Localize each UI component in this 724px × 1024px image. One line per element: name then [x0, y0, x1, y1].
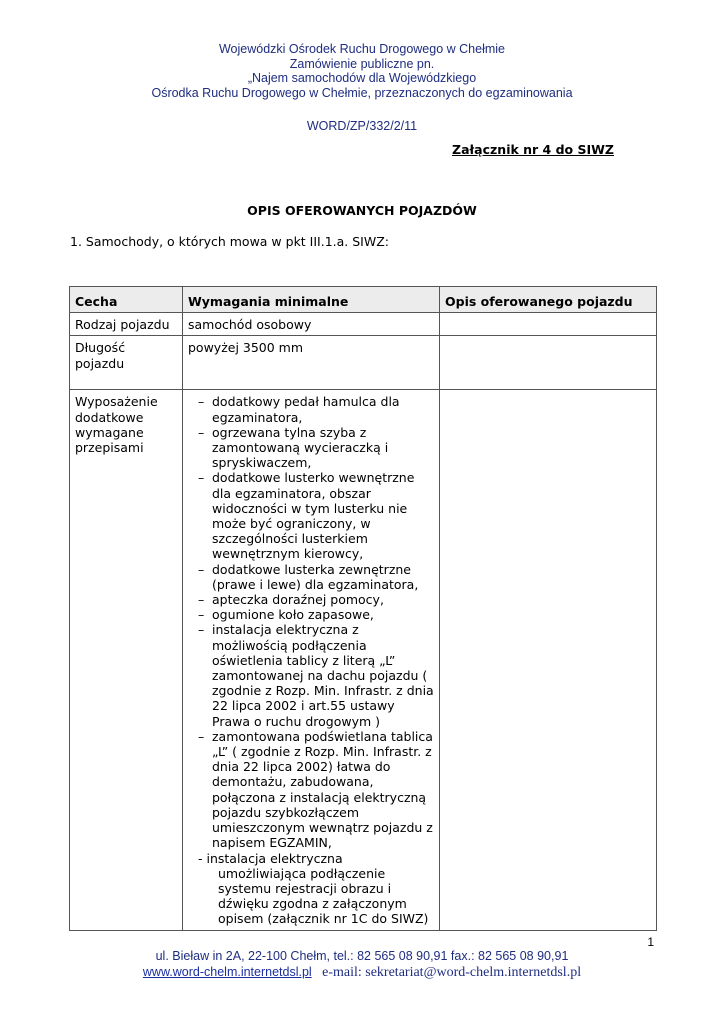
cell-wymagania — [183, 390, 440, 930]
document-header — [0, 42, 724, 134]
cell-opis[interactable] — [440, 313, 657, 336]
list-item — [198, 729, 434, 851]
table-row — [70, 336, 657, 390]
vehicle-spec-table — [69, 286, 657, 931]
equipment-list — [188, 394, 434, 926]
attachment-label: Załącznik nr 4 do SIWZ — [452, 142, 614, 157]
list-item-text: ogrzewana tylna szyba z zamontowaną wycieraczką i spryskiwaczem, — [212, 424, 389, 471]
list-item — [198, 425, 434, 471]
dash-bullet: – — [198, 394, 205, 410]
header-subject-line2: Ośrodka Ruchu Drogowego w Chełmie, przeznaczonych do egzaminowania — [151, 85, 573, 100]
header-procurement: Zamówienie publiczne pn. — [289, 56, 435, 71]
cell-cecha: Rodzaj pojazdu — [70, 313, 183, 336]
dash-bullet: – — [198, 561, 205, 577]
list-item-text: ogumione koło zapasowe, — [212, 607, 374, 623]
list-item — [198, 394, 434, 424]
header-opis: Opis oferowanego pojazdu — [440, 287, 657, 313]
list-item-text: instalacja elektryczna z możliwością podłączenia oświetlenia tablicy z literą „L” zamontowanej na dachu pojazdu ( zgodnie z Rozp. Min. Infrastr. z dnia 22 lipca 2002 i art.55 ustawy Prawa o ruchu drogowym ) — [212, 622, 434, 729]
page-number: 1 — [647, 935, 654, 949]
dash-bullet: – — [198, 470, 205, 486]
list-item-text: dodatkowy pedał hamulca dla egzaminatora, — [212, 394, 400, 425]
list-item-text: dodatkowe lusterko wewnętrzne dla egzaminatora, obszar widoczności w tym lusterku nie może być ograniczony, w szczególności lusterkiem wewnętrznym kierowcy, — [212, 470, 415, 562]
cell-opis[interactable] — [440, 336, 657, 390]
footer-email[interactable]: e-mail: sekretariat@word-chelm.internetdsl.pl — [322, 965, 582, 980]
table-row — [70, 313, 657, 336]
cell-opis[interactable] — [440, 390, 657, 930]
cell-wymagania: samochód osobowy — [183, 313, 440, 336]
table-row — [70, 390, 657, 930]
table-header-row — [70, 287, 657, 313]
header-wymagania: Wymagania minimalne — [183, 287, 440, 313]
list-item — [198, 607, 434, 622]
document-title: OPIS OFEROWANYCH POJAZDÓW — [247, 203, 477, 218]
dash-bullet: – — [198, 728, 205, 744]
list-item-text: zamontowana podświetlana tablica „L” ( zgodnie z Rozp. Min. Infrastr. z dnia 22 lipca 2002) łatwa do demontażu, zabudowana, połączona z instalacją elektryczną pojazdu szybkozłączem umieszczonym wewnątrz pojazdu z napisem EGZAMIN, — [212, 728, 433, 851]
cell-cecha: Długość pojazdu — [70, 336, 183, 390]
section-heading: 1. Samochody, o których mowa w pkt III.1.a. SIWZ: — [70, 234, 390, 249]
list-item — [198, 592, 434, 607]
footer-website-link[interactable]: www.word-chelm.internetdsl.pl — [142, 965, 312, 979]
list-item-text: - instalacja elektryczna umożliwiająca podłączenie systemu rejestracji obrazu i dźwięku zgodna z załączonym opisem (załącznik nr 1C do SIWZ) — [198, 850, 429, 927]
dash-bullet: – — [198, 607, 205, 623]
document-footer — [0, 948, 724, 981]
dash-bullet: – — [198, 424, 205, 440]
list-item — [198, 622, 434, 728]
list-item-text: apteczka doraźnej pomocy, — [212, 592, 384, 608]
header-subject-line1: „Najem samochodów dla Wojewódzkiego — [247, 71, 477, 85]
header-institution: Wojewódzki Ośrodek Ruchu Drogowego w Chełmie — [218, 42, 505, 56]
header-reference: WORD/ZP/332/2/11 — [306, 119, 418, 133]
list-item — [198, 851, 434, 927]
list-item — [198, 470, 434, 561]
list-item-text: dodatkowe lusterka zewnętrzne (prawe i lewe) dla egzaminatora, — [212, 561, 419, 592]
cell-wymagania: powyżej 3500 mm — [183, 336, 440, 390]
cell-cecha: Wyposażenie dodatkowe wymagane przepisami — [70, 390, 183, 930]
footer-address: ul. Bieław in 2A, 22-100 Chełm, tel.: 82 565 08 90,91 fax.: 82 565 08 90,91 — [155, 949, 569, 963]
dash-bullet: – — [198, 592, 205, 608]
list-item — [198, 562, 434, 592]
dash-bullet: – — [198, 622, 205, 638]
header-cecha: Cecha — [70, 287, 183, 313]
